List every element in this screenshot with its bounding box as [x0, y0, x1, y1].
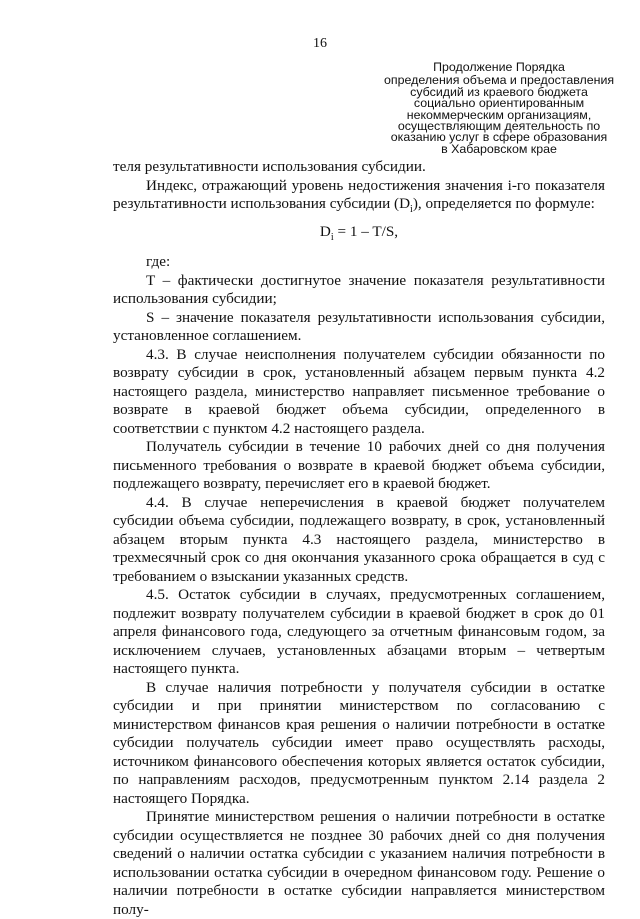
header-line: некоммерческим организациям, — [406, 107, 592, 122]
paragraph-definition-t: T – фактически достигнутое значение показателя результативности использования субсидии; — [113, 271, 605, 307]
document-body — [113, 158, 605, 919]
header-line: осуществляющим деятельность по — [397, 119, 601, 134]
paragraph-4-5: 4.5. Остаток субсидии в случаях, предусмотренных соглашением, подлежит возврату получателем субсидии в краевой бюджет в срок до 01 апреля финансового года, следующего за отчетным финансовым годом, за исключением случаев, установленных абзацами вторым – четвертым настоящего пункта. — [113, 586, 605, 677]
paragraph: где: — [146, 253, 171, 270]
paragraph-4-3: 4.3. В случае неисполнения получателем субсидии обязанности по возврату субсидии в срок, установленный абзацем первым пункта 4.2 настоящего раздела, министерство направляет письменное требование о возврате в краевой бюджет объема субсидии, определенного в соответствии с пунктом 4.2 настоящего раздела. — [113, 345, 605, 437]
paragraph: В случае наличия потребности у получателя субсидии в остатке субсидии и при принятии министерством по согласованию с министерством финансов края решения о наличии потребности в остатке субсидии получатель субсидии имеет право осуществлять расходы, источником финансового обеспечения которых является остаток субсидии, по направлениям расходов, предусмотренным пунктом 2.14 раздела 2 настоящего Порядка. — [113, 678, 605, 807]
paragraph-definition-s: S – значение показателя результативности использования субсидии, установленное соглашением. — [113, 308, 605, 344]
header-line: в Хабаровском крае — [441, 141, 557, 156]
paragraph-text: ), определяется по формуле: — [412, 195, 595, 212]
paragraph: теля результативности использования субсидии. — [113, 158, 426, 175]
subscript: i — [410, 204, 413, 216]
paragraph-index-definition — [113, 177, 605, 214]
header-line: определения объема и предоставления — [384, 73, 615, 88]
header-line: социально ориентированным — [413, 96, 585, 111]
paragraph-4-4: 4.4. В случае неперечисления в краевой бюджет получателем субсидии объема субсидии, подлежащего возврату, в срок, установленный абзацем вторым пункта 4.3 настоящего раздела, министерство в трехмесячный срок со дня окончания указанного срока обращается в суд с требованием о взыскании указанных средств. — [113, 493, 605, 585]
subscript: i — [330, 231, 334, 243]
paragraph: Принятие министерством решения о наличии потребности в остатке субсидии осуществляется не позднее 30 рабочих дней со дня получения сведений о наличии остатка субсидии с указанием наличия потребности в использовании остатка субсидии в очередном финансовом году. Решение о наличии потребности в остатке субсидии направляется министерством полу- — [113, 808, 605, 918]
formula — [113, 223, 605, 242]
formula-text: = 1 – T/S, — [333, 222, 399, 240]
paragraph: Получатель субсидии в течение 10 рабочих дней со дня получения письменного требования о возврате в краевой бюджет объема субсидии, подлежащего возврату, перечисляет его в краевой бюджет. — [113, 438, 605, 492]
formula-text: D — [319, 222, 331, 240]
paragraph-text: Индекс, отражающий уровень недостижения значения i-го показателя результативности использования субсидии (D — [113, 176, 605, 212]
page-number: 16 — [313, 36, 327, 51]
header-line: субсидий из краевого бюджета — [410, 84, 588, 99]
header-line: Продолжение Порядка — [433, 60, 565, 74]
header-line: оказанию услуг в сфере образования — [390, 130, 608, 145]
document-header-continuation — [384, 62, 614, 155]
